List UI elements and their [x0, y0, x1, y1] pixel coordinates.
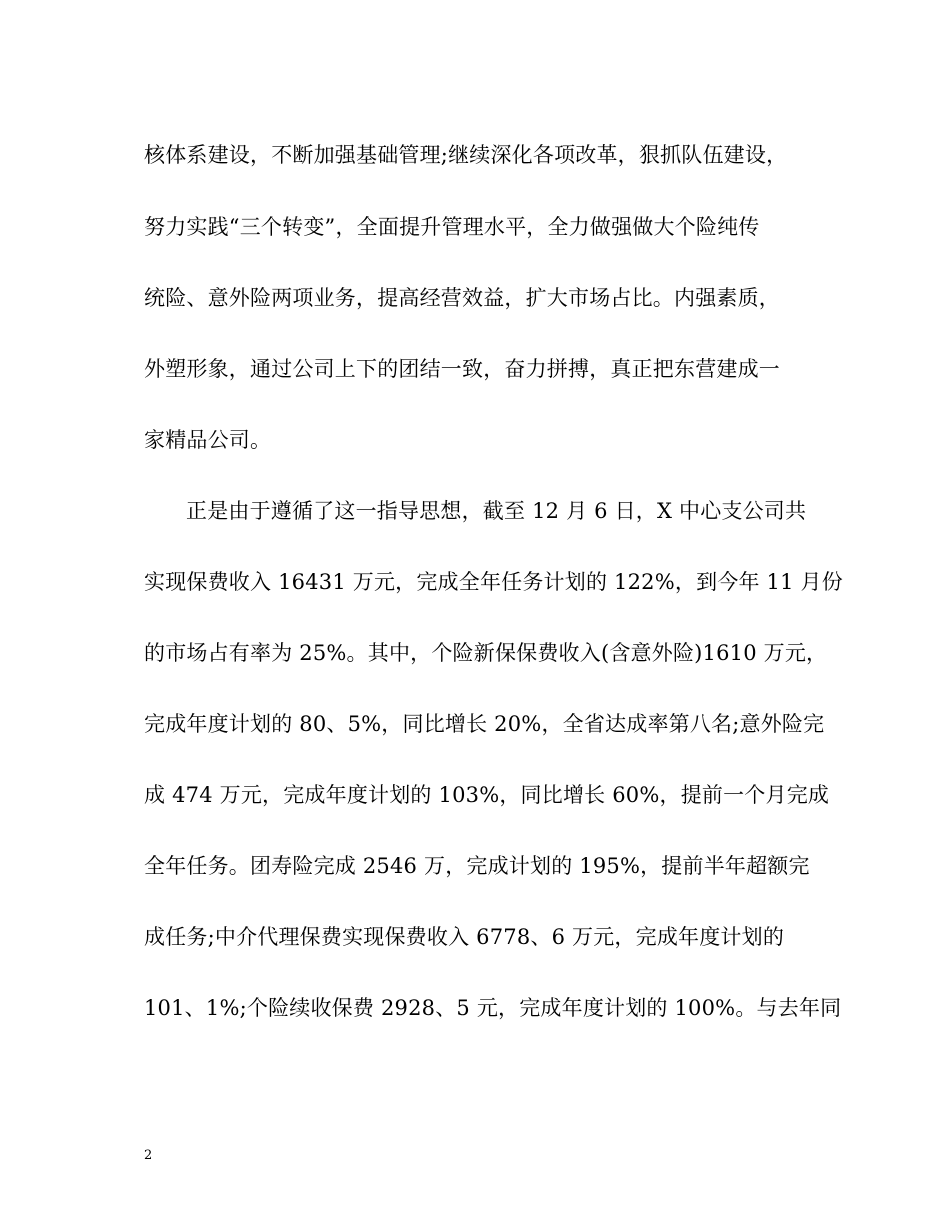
paragraph-first-line: 正是由于遵循了这一指导思想，截至 12 月 6 日，X 中心支公司共 [186, 499, 807, 523]
body-text-line: 统险、意外险两项业务，提高经营效益，扩大市场占比。内强素质， [144, 286, 780, 310]
body-text-line: 成 474 万元，完成年度计划的 103%，同比增长 60%，提前一个月完成 [144, 783, 830, 807]
body-text-line: 外塑形象，通过公司上下的团结一致，奋力拼搏，真正把东营建成一 [144, 357, 780, 381]
body-text-line: 完成年度计划的 80、5%，同比增长 20%，全省达成率第八名;意外险完 [144, 712, 825, 736]
body-text-line: 努力实践“三个转变”，全面提升管理水平，全力做强做大个险纯传 [144, 215, 760, 239]
body-text-line: 的市场占有率为 25%。其中，个险新保保费收入(含意外险)1610 万元， [144, 641, 828, 665]
body-text-line: 成任务;中介代理保费实现保费收入 6778、6 万元，完成年度计划的 [144, 925, 785, 949]
body-text-line: 101、1%;个险续收保费 2928、5 元，完成年度计划的 100%。与去年同 [144, 996, 842, 1020]
body-text-line: 实现保费收入 16431 万元，完成全年任务计划的 122%，到今年 11 月份 [144, 570, 843, 594]
page-number: 2 [144, 1148, 153, 1163]
body-text-line: 全年任务。团寿险完成 2546 万，完成计划的 195%，提前半年超额完 [144, 854, 810, 878]
body-text-line: 家精品公司。 [144, 428, 272, 452]
body-text-line: 核体系建设，不断加强基础管理;继续深化各项改革，狠抓队伍建设， [144, 143, 788, 167]
